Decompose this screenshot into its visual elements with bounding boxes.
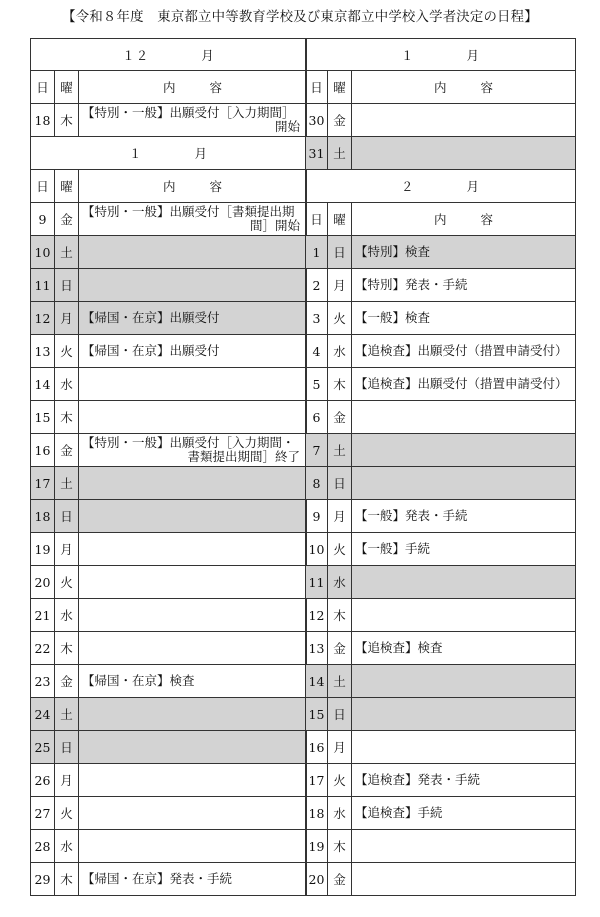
month-label: 月 (466, 179, 481, 194)
schedule-row (31, 632, 307, 665)
content-cell: 【一般】検査 (352, 302, 576, 335)
schedule-row (306, 434, 576, 467)
content-cell (352, 104, 576, 137)
day-cell: 16 (31, 434, 55, 467)
content-cell (352, 137, 576, 170)
content-cell: 【追検査】出願受付（措置申請受付） (352, 335, 576, 368)
schedule-row (306, 368, 576, 401)
schedule-row (31, 863, 307, 896)
content-cell (79, 533, 307, 566)
page-title: 【令和８年度 東京都立中等教育学校及び東京都立中学校入学者決定の日程】 (62, 10, 538, 25)
left-schedule-table (30, 38, 307, 896)
content-cell (352, 731, 576, 764)
content-cell: 【追検査】手続 (352, 797, 576, 830)
content-cell (79, 599, 307, 632)
weekday-cell: 金 (328, 863, 352, 896)
weekday-cell: 金 (55, 434, 79, 467)
day-cell: 18 (306, 797, 328, 830)
schedule-row (31, 797, 307, 830)
schedule-row (31, 269, 307, 302)
day-cell: 2 (306, 269, 328, 302)
day-cell: 11 (31, 269, 55, 302)
weekday-cell: 水 (55, 830, 79, 863)
weekday-cell: 木 (55, 632, 79, 665)
month-header-cell (306, 39, 576, 71)
content-cell (352, 467, 576, 500)
content-cell (79, 269, 307, 302)
schedule-row (306, 566, 576, 599)
schedule-row (306, 599, 576, 632)
weekday-cell: 土 (55, 236, 79, 269)
day-cell: 11 (306, 566, 328, 599)
content-cell (352, 830, 576, 863)
content-column-header (352, 203, 576, 236)
day-cell: 13 (306, 632, 328, 665)
content-column-header (352, 71, 576, 104)
weekday-cell: 火 (328, 764, 352, 797)
day-cell: 18 (31, 104, 55, 137)
day-cell: 12 (306, 599, 328, 632)
column-header-row (306, 203, 576, 236)
day-cell: 10 (306, 533, 328, 566)
schedule-row (31, 104, 307, 137)
weekday-cell: 金 (328, 632, 352, 665)
content-cell: 【追検査】検査 (352, 632, 576, 665)
day-cell: 20 (306, 863, 328, 896)
day-cell: 14 (31, 368, 55, 401)
weekday-cell: 月 (55, 302, 79, 335)
content-cell (352, 698, 576, 731)
weekday-cell: 水 (328, 335, 352, 368)
schedule-row (306, 236, 576, 269)
content-cell (352, 566, 576, 599)
day-cell: 13 (31, 335, 55, 368)
content-cell (79, 632, 307, 665)
schedule-row (306, 467, 576, 500)
content-cell: 【帰国・在京】発表・手続 (79, 863, 307, 896)
content-header-a: 内 (162, 179, 176, 194)
month-number: １ (400, 47, 415, 63)
content-column-header (79, 170, 307, 203)
content-header-b: 容 (209, 80, 223, 95)
day-column-header: 日 (306, 71, 328, 104)
weekday-cell: 水 (55, 368, 79, 401)
schedule-row (31, 434, 307, 467)
month-row-january (31, 137, 307, 170)
content-header-b: 容 (209, 179, 223, 194)
weekday-cell: 火 (328, 302, 352, 335)
day-cell: 19 (31, 533, 55, 566)
weekday-cell: 火 (55, 566, 79, 599)
day-cell: 17 (31, 467, 55, 500)
weekday-cell: 月 (328, 731, 352, 764)
day-cell: 20 (31, 566, 55, 599)
weekday-cell: 金 (55, 665, 79, 698)
content-line-continued: 間］開始 (250, 218, 301, 233)
schedule-row (306, 698, 576, 731)
day-cell: 21 (31, 599, 55, 632)
day-cell: 8 (306, 467, 328, 500)
weekday-cell: 土 (328, 665, 352, 698)
weekday-cell: 土 (55, 467, 79, 500)
content-cell (79, 566, 307, 599)
content-line: 【特別・一般】出願受付［入力期間・ (82, 435, 295, 450)
weekday-cell: 日 (328, 236, 352, 269)
day-cell: 16 (306, 731, 328, 764)
month-row-december (31, 39, 307, 71)
weekday-cell: 土 (328, 434, 352, 467)
content-line: 【特別・一般】出願受付［書類提出期 (82, 204, 295, 219)
weekday-cell: 金 (328, 104, 352, 137)
month-number: １ (128, 146, 143, 161)
weekday-cell: 日 (55, 269, 79, 302)
schedule-row (31, 731, 307, 764)
day-cell: 5 (306, 368, 328, 401)
content-header-b: 容 (480, 212, 494, 227)
column-header-row (306, 71, 576, 104)
day-cell: 17 (306, 764, 328, 797)
weekday-column-header: 曜 (55, 170, 79, 203)
content-cell (79, 467, 307, 500)
content-cell (79, 830, 307, 863)
day-cell: 9 (31, 203, 55, 236)
weekday-cell: 日 (328, 698, 352, 731)
weekday-cell: 火 (55, 797, 79, 830)
day-column-header: 日 (31, 71, 55, 104)
weekday-column-header: 曜 (55, 71, 79, 104)
day-cell: 1 (306, 236, 328, 269)
day-column-header: 日 (306, 203, 328, 236)
day-cell: 26 (31, 764, 55, 797)
content-header-a: 内 (433, 212, 447, 227)
schedule-row (31, 566, 307, 599)
month-number: ２ (400, 179, 415, 194)
schedule-row (306, 500, 576, 533)
month-label: 月 (466, 47, 481, 63)
day-cell: 6 (306, 401, 328, 434)
content-cell (352, 863, 576, 896)
content-cell (352, 665, 576, 698)
schedule-row (306, 104, 576, 137)
content-header-b: 容 (480, 80, 494, 95)
content-cell (352, 434, 576, 467)
day-cell: 30 (306, 104, 328, 137)
day-cell: 12 (31, 302, 55, 335)
day-cell: 3 (306, 302, 328, 335)
content-header-a: 内 (433, 80, 447, 95)
weekday-cell: 水 (328, 566, 352, 599)
weekday-cell: 金 (328, 401, 352, 434)
schedule-row (306, 731, 576, 764)
content-cell (352, 599, 576, 632)
month-row-february (306, 170, 576, 203)
month-header-cell (31, 137, 307, 170)
weekday-cell: 月 (55, 533, 79, 566)
schedule-row (31, 599, 307, 632)
content-cell (79, 368, 307, 401)
schedule-row (306, 665, 576, 698)
content-cell (79, 698, 307, 731)
weekday-cell: 月 (328, 269, 352, 302)
content-line-continued: 開始 (275, 119, 301, 134)
schedule-row (31, 764, 307, 797)
weekday-cell: 土 (328, 137, 352, 170)
weekday-cell: 日 (328, 467, 352, 500)
content-cell: 【一般】手続 (352, 533, 576, 566)
weekday-cell: 火 (55, 335, 79, 368)
content-cell: 【特別】検査 (352, 236, 576, 269)
month-row-january (306, 39, 576, 71)
column-header-row (31, 71, 307, 104)
schedule-row (31, 335, 307, 368)
weekday-cell: 日 (55, 500, 79, 533)
content-cell (79, 500, 307, 533)
schedule-row (306, 533, 576, 566)
content-line: 【特別・一般】出願受付［入力期間］ (82, 105, 295, 120)
schedule-row (306, 401, 576, 434)
schedule-row (31, 533, 307, 566)
month-header-cell (31, 39, 307, 71)
schedule-row (306, 764, 576, 797)
schedule-row (31, 665, 307, 698)
month-label: 月 (194, 146, 209, 161)
day-column-header: 日 (31, 170, 55, 203)
day-cell: 18 (31, 500, 55, 533)
content-cell (79, 203, 307, 236)
content-cell (79, 104, 307, 137)
weekday-cell: 水 (328, 797, 352, 830)
content-cell (79, 797, 307, 830)
content-cell (79, 401, 307, 434)
schedule-row (306, 797, 576, 830)
content-cell: 【一般】発表・手続 (352, 500, 576, 533)
day-cell: 28 (31, 830, 55, 863)
month-label: 月 (201, 47, 215, 63)
content-cell (79, 236, 307, 269)
content-cell (352, 401, 576, 434)
day-cell: 24 (31, 698, 55, 731)
day-cell: 22 (31, 632, 55, 665)
content-header-a: 内 (162, 80, 176, 95)
content-column-header (79, 71, 307, 104)
weekday-cell: 木 (55, 104, 79, 137)
month-header-cell (306, 170, 576, 203)
schedule-row (31, 368, 307, 401)
schedule-row (31, 236, 307, 269)
weekday-cell: 木 (328, 368, 352, 401)
month-number: １２ (122, 47, 150, 63)
day-cell: 31 (306, 137, 328, 170)
content-cell: 【帰国・在京】出願受付 (79, 335, 307, 368)
schedule-row (31, 467, 307, 500)
day-cell: 9 (306, 500, 328, 533)
weekday-cell: 月 (55, 764, 79, 797)
weekday-column-header: 曜 (328, 71, 352, 104)
weekday-column-header: 曜 (328, 203, 352, 236)
content-cell (79, 434, 307, 467)
weekday-cell: 木 (328, 599, 352, 632)
content-cell: 【帰国・在京】検査 (79, 665, 307, 698)
content-cell: 【特別】発表・手続 (352, 269, 576, 302)
weekday-cell: 水 (55, 599, 79, 632)
schedule-row (306, 335, 576, 368)
schedule-row (306, 830, 576, 863)
day-cell: 19 (306, 830, 328, 863)
weekday-cell: 木 (55, 401, 79, 434)
weekday-cell: 木 (55, 863, 79, 896)
schedule-row (306, 137, 576, 170)
content-cell (79, 731, 307, 764)
schedule-row (31, 401, 307, 434)
schedule-row (306, 302, 576, 335)
weekday-cell: 火 (328, 533, 352, 566)
content-cell: 【追検査】発表・手続 (352, 764, 576, 797)
schedule-row (306, 269, 576, 302)
schedule-row (306, 863, 576, 896)
day-cell: 10 (31, 236, 55, 269)
content-line-continued: 書類提出期間］終了 (187, 449, 301, 464)
schedule-row (31, 830, 307, 863)
schedule-row (31, 500, 307, 533)
day-cell: 23 (31, 665, 55, 698)
content-cell: 【追検査】出願受付（措置申請受付） (352, 368, 576, 401)
schedule-row (306, 632, 576, 665)
schedule-row (31, 203, 307, 236)
day-cell: 27 (31, 797, 55, 830)
column-header-row (31, 170, 307, 203)
weekday-cell: 月 (328, 500, 352, 533)
day-cell: 14 (306, 665, 328, 698)
weekday-cell: 木 (328, 830, 352, 863)
day-cell: 15 (31, 401, 55, 434)
day-cell: 25 (31, 731, 55, 764)
right-schedule-table (305, 38, 576, 896)
day-cell: 29 (31, 863, 55, 896)
weekday-cell: 土 (55, 698, 79, 731)
content-cell (79, 764, 307, 797)
content-cell: 【帰国・在京】出願受付 (79, 302, 307, 335)
day-cell: 15 (306, 698, 328, 731)
weekday-cell: 金 (55, 203, 79, 236)
day-cell: 4 (306, 335, 328, 368)
weekday-cell: 日 (55, 731, 79, 764)
day-cell: 7 (306, 434, 328, 467)
schedule-row (31, 302, 307, 335)
schedule-row (31, 698, 307, 731)
